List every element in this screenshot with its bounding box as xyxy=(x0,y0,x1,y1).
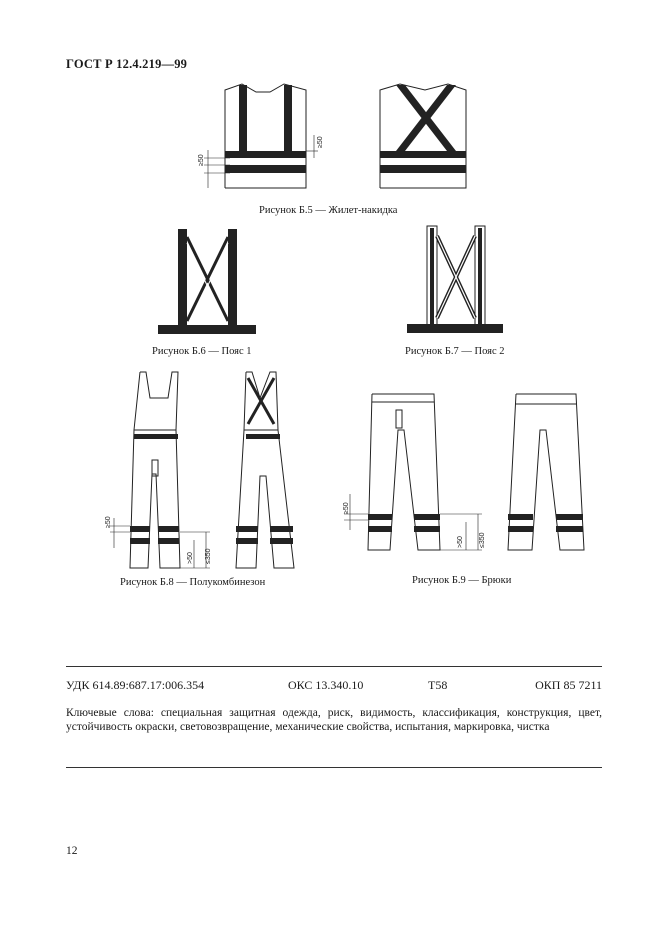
vest-front-band-bottom xyxy=(225,165,306,173)
keywords: Ключевые слова: специальная защитная одежда, риск, видимость, классификация, конструкция, цвет, устойчивость окраски, световозвращение, механические свойства, испытания, маркировка, чистка xyxy=(66,707,602,733)
belt2-waist xyxy=(407,324,503,333)
overall-front-band-2 xyxy=(130,538,150,544)
trousers-back-band-4 xyxy=(556,526,583,532)
trousers-front-band-2 xyxy=(368,526,392,532)
caption-b7: Рисунок Б.7 — Пояс 2 xyxy=(405,346,505,357)
footer-rule-bottom xyxy=(66,767,602,768)
dim-b5-left: ≥50 xyxy=(198,154,205,166)
footer-rule-top xyxy=(66,666,602,667)
vest-back-band-top xyxy=(380,151,466,158)
dim-b9-mid: >50 xyxy=(457,536,464,548)
overall-back-band-4 xyxy=(270,538,293,544)
t-code: Т58 xyxy=(428,678,448,692)
dim-b9-right: ≤350 xyxy=(479,532,486,548)
dim-b5-right: ≥50 xyxy=(317,136,324,148)
overall-back-band-2 xyxy=(236,538,258,544)
trousers-front-band-4 xyxy=(414,526,440,532)
trousers-front-band-3 xyxy=(414,514,440,520)
trousers-back-band-3 xyxy=(556,514,583,520)
caption-b8: Рисунок Б.8 — Полукомбинезон xyxy=(120,577,266,588)
figure-b8-overalls-drawing xyxy=(98,368,328,578)
dim-b8-left: ≥50 xyxy=(105,516,112,528)
vest-front-strap-right xyxy=(284,85,292,151)
caption-b5: Рисунок Б.5 — Жилет-накидка xyxy=(259,205,398,216)
overall-back-band-waist xyxy=(246,434,280,439)
vest-front-strap-left xyxy=(239,85,247,151)
caption-b9: Рисунок Б.9 — Брюки xyxy=(412,575,512,586)
overall-back-band-3 xyxy=(270,526,293,532)
dim-b8-right: ≤350 xyxy=(205,548,212,564)
overall-front-band-1 xyxy=(130,526,150,532)
trousers-front-band-1 xyxy=(368,514,392,520)
overall-front-band-4 xyxy=(158,538,179,544)
figure-b7-belt2-drawing xyxy=(405,222,505,334)
caption-b6: Рисунок Б.6 — Пояс 1 xyxy=(152,346,252,357)
belt1-waist xyxy=(158,325,256,334)
page-number: 12 xyxy=(66,845,78,857)
vest-back-band-bottom xyxy=(380,165,466,173)
overall-back-band-1 xyxy=(236,526,258,532)
standard-header: ГОСТ Р 12.4.219—99 xyxy=(66,57,188,71)
dim-b8-mid: >50 xyxy=(187,552,194,564)
figure-b9-trousers-drawing xyxy=(340,390,590,572)
trousers-back-band-1 xyxy=(508,514,533,520)
okp-code: ОКП 85 7211 xyxy=(535,678,602,692)
belt1-strap-left xyxy=(178,229,187,327)
udk-code: УДК 614.89:687.17:006.354 xyxy=(66,678,205,692)
dim-b9-left: ≥50 xyxy=(343,502,350,514)
trousers-back-band-2 xyxy=(508,526,533,532)
overall-front-band-waist xyxy=(134,434,178,439)
vest-front-band-top xyxy=(225,151,306,158)
oks-code: ОКС 13.340.10 xyxy=(288,678,364,692)
figure-b5-vest-drawing xyxy=(190,80,480,195)
overall-front-band-3 xyxy=(158,526,179,532)
figure-b6-belt1-drawing xyxy=(150,225,260,337)
belt1-strap-right xyxy=(228,229,237,327)
